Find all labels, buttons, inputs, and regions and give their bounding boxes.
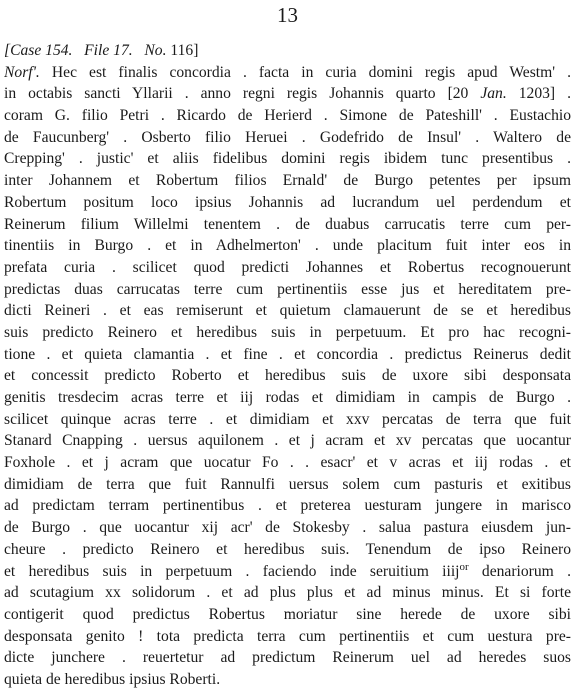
line-text: Reinerum filium Willelmi tenentem . de duabus carrucatis terre cum per- xyxy=(4,215,571,233)
text-line xyxy=(4,495,571,517)
text-line xyxy=(4,604,571,626)
text-line xyxy=(4,517,571,539)
line-text: cheure . predicto Reinero et heredibus suis. Tenendum de ipso Reinero xyxy=(4,540,571,558)
text-line xyxy=(4,582,571,604)
line-text: desponsata genito ! tota predicta terra cum pertinentiis et cum uestura pre- xyxy=(4,627,571,645)
line-text: et heredibus suis in perpetuum . faciendo inde seruitium iiij xyxy=(4,562,460,580)
file-label: File 17. xyxy=(84,42,133,59)
line-text: inter Johannem et Robertum filios Ernald' de Burgo petentes per ipsum xyxy=(4,172,571,190)
line-text: genitis tresdecim acras terre et iij rodas et dimidiam in campis de Burgo . xyxy=(4,389,571,406)
text-line xyxy=(4,322,571,344)
text-line xyxy=(4,214,571,236)
line-text: dicte junchere . reuertetur ad predictum Reinerum uel ad heredes suos xyxy=(4,649,571,667)
line-text: contigerit quod predictus Robertus moriatur sine herede de uxore sibi xyxy=(4,605,571,623)
line-text: et concessit predicto Roberto et heredibus suis de uxore sibi desponsata xyxy=(4,367,571,385)
line-text: prefata curia . scilicet quod predicti Johannes et Robertus recognouerunt xyxy=(4,258,571,276)
case-header xyxy=(4,40,571,62)
line-text: coram G. filio Petri . Ricardo de Herierd . Simone de Pateshill' . Eustachio xyxy=(4,107,571,125)
line-text: de Burgo . que uocantur xij acr' de Stokesby . salua pastura eiusdem jun- xyxy=(4,519,571,537)
text-lines xyxy=(4,62,571,691)
text-line xyxy=(4,300,571,322)
line-text-end: 1203] . xyxy=(506,85,571,103)
line-text: predictas duas carrucatas terre cum pertinentiis esse jus et hereditatem pre- xyxy=(4,280,571,298)
no-label: No. xyxy=(144,42,167,59)
text-line xyxy=(4,344,571,366)
line-text: dicti Reineri . et eas remiserunt et quietum clamauerunt de se et heredibus xyxy=(4,302,571,320)
italic-text: Jan. xyxy=(480,85,507,103)
text-line xyxy=(4,148,571,170)
text-line xyxy=(4,626,571,648)
text-line xyxy=(4,539,571,561)
page-number: 13 xyxy=(277,3,298,27)
document-body xyxy=(4,40,571,691)
line-text: Robertum positum loco ipsius Johannis ad lucrandum uel perdendum et xyxy=(4,193,571,211)
line-text: quieta de heredibus ipsius Roberti. xyxy=(4,670,221,688)
line-text: scilicet quinque acras terre . et dimidiam et xxv percatas de terra que fuit xyxy=(4,410,571,428)
text-line xyxy=(4,387,571,409)
line-text: in octabis sancti Yllarii . anno regni regis Johannis quarto [20 xyxy=(4,85,481,103)
text-line xyxy=(4,105,571,127)
no-value: 116] xyxy=(170,42,199,59)
text-line xyxy=(4,192,571,214)
italic-text: Norf'. xyxy=(4,63,40,81)
text-line xyxy=(4,170,571,192)
line-text: ad predictam terram pertinentibus . et preterea uesturam jungere in marisco xyxy=(4,497,571,515)
line-text: Stanard Cnapping . uersus aquilonem . et j acram et xv percatas que uocantur xyxy=(4,432,571,450)
line-text-end: Hec est finalis concordia . facta in curia domini regis apud Westm' . xyxy=(39,63,571,81)
text-line xyxy=(4,62,571,84)
text-line xyxy=(4,83,571,105)
case-label: [Case 154. xyxy=(4,42,73,59)
text-line xyxy=(4,409,571,431)
text-line xyxy=(4,561,571,583)
text-line xyxy=(4,647,571,669)
line-text: Crepping' . justic' et aliis fidelibus domini regis ibidem tunc presentibus . xyxy=(4,150,571,168)
line-text: tinentiis in Burgo . et in Adhelmerton' . unde placitum fuit inter eos in xyxy=(4,237,571,255)
line-text: tione . et quieta clamantia . et fine . et concordia . predictus Reinerus dedit xyxy=(4,345,571,363)
text-line xyxy=(4,430,571,452)
text-line xyxy=(4,127,571,149)
line-text: dimidiam de terra que fuit Rannulfi uersus solem cum pasturis et exitibus xyxy=(4,475,571,493)
line-text: ad scutagium xx solidorum . et ad plus plus et ad minus minus. Et si forte xyxy=(4,584,571,602)
line-text: suis predicto Reinero et heredibus suis in perpetuum. Et pro hac recogni- xyxy=(4,323,571,341)
line-text-end: denariorum . xyxy=(468,562,571,580)
text-line xyxy=(4,279,571,301)
line-text: Foxhole . et j acram que uocatur Fo . . esacr' et v acras et iij rodas . et xyxy=(4,454,571,472)
text-line xyxy=(4,365,571,387)
text-line xyxy=(4,235,571,257)
text-line xyxy=(4,669,571,691)
line-text: de Faucunberg' . Osberto filio Heruei . Godefrido de Insul' . Waltero de xyxy=(4,128,571,146)
superscript: or xyxy=(459,560,469,573)
text-line xyxy=(4,474,571,496)
text-line xyxy=(4,452,571,474)
text-line xyxy=(4,257,571,279)
